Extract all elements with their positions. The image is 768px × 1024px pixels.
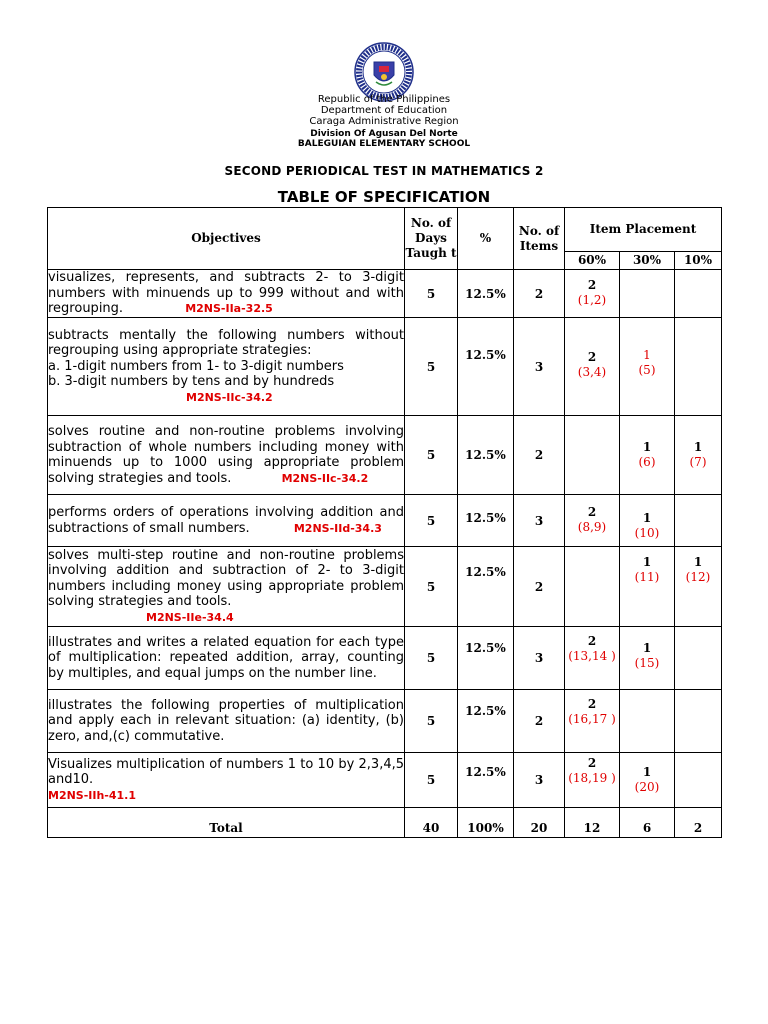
placement-60 xyxy=(565,547,620,627)
objective-cell: Visualizes multiplication of numbers 1 to 10 by 2,3,4,5 and10. M2NS-IIh-41.1 xyxy=(48,753,405,808)
placement-10 xyxy=(675,270,722,318)
days-cell: 5 xyxy=(405,627,458,690)
items-cell: 3 xyxy=(514,318,565,416)
table-row xyxy=(48,753,722,808)
placement-60: 2 (13,14 ) xyxy=(565,627,620,690)
competency-code: M2NS-IIe-34.4 xyxy=(146,610,234,624)
placement-60: 2 (1,2) xyxy=(565,270,620,318)
table-row xyxy=(48,495,722,547)
placement-60: 2 (3,4) xyxy=(565,318,620,416)
table-row xyxy=(48,416,722,495)
placement-10: 1 (12) xyxy=(675,547,722,627)
objective-cell: solves multi-step routine and non-routine problems involving addition and subtraction of 2- to 3-digit numbers including money using appropriate problem solving strategies and tools. M2NS-IIe-34.4 xyxy=(48,547,405,627)
competency-code: M2NS-IIc-34.2 xyxy=(186,390,273,404)
items-cell: 3 xyxy=(514,627,565,690)
placement-60: 2 (8,9) xyxy=(565,495,620,547)
placement-10 xyxy=(675,627,722,690)
percent-cell: 12.5% xyxy=(458,753,514,808)
days-cell: 5 xyxy=(405,318,458,416)
objective-cell: illustrates and writes a related equation for each type of multiplication: repeated addition, array, counting by multiples, and equal jumps on the number line. xyxy=(48,627,405,690)
school-name: BALEGUIAN ELEMENTARY SCHOOL xyxy=(297,139,471,149)
table-row xyxy=(48,270,722,318)
table-row xyxy=(48,318,722,416)
percent-cell: 12.5% xyxy=(458,416,514,495)
competency-code: M2NS-IIc-34.2 xyxy=(281,471,369,485)
competency-code: M2NS-IIa-32.5 xyxy=(185,302,273,316)
tos-title: TABLE OF SPECIFICATION xyxy=(277,188,491,206)
placement-30: 1 (6) xyxy=(620,416,675,495)
items-cell: 3 xyxy=(514,753,565,808)
table-row xyxy=(48,547,722,627)
total-30: 6 xyxy=(620,808,675,838)
test-title: SECOND PERIODICAL TEST IN MATHEMATICS 2 xyxy=(224,164,544,178)
items-cell: 2 xyxy=(514,416,565,495)
header-percent: % xyxy=(458,208,514,270)
days-cell: 5 xyxy=(405,547,458,627)
percent-cell: 12.5% xyxy=(458,690,514,753)
objective-cell: solves routine and non-routine problems involving subtraction of whole numbers including money with minuends up to 1000 using appropriate problem solving strategies and tools. M2NS-IIc-34.2 xyxy=(48,416,405,495)
division-line: Division Of Agusan Del Norte xyxy=(310,129,458,139)
total-label: Total xyxy=(48,808,405,838)
items-cell: 3 xyxy=(514,495,565,547)
total-days: 40 xyxy=(405,808,458,838)
header-60: 60% xyxy=(565,252,620,270)
items-cell: 2 xyxy=(514,690,565,753)
placement-30: 1 (11) xyxy=(620,547,675,627)
placement-30 xyxy=(620,690,675,753)
placement-30: 1 (10) xyxy=(620,495,675,547)
total-items: 20 xyxy=(514,808,565,838)
header-10: 10% xyxy=(675,252,722,270)
total-row xyxy=(48,808,722,838)
competency-code: M2NS-IId-34.3 xyxy=(293,521,382,535)
days-cell: 5 xyxy=(405,690,458,753)
percent-cell: 12.5% xyxy=(458,547,514,627)
header-30: 30% xyxy=(620,252,675,270)
days-cell: 5 xyxy=(405,270,458,318)
objective-cell: visualizes, represents, and subtracts 2- to 3-digit numbers with minuends up to 999 without and with regrouping. M2NS-IIa-32.5 xyxy=(48,270,404,317)
placement-30 xyxy=(620,270,675,318)
republic-line: Republic of the Philippines xyxy=(317,94,451,105)
header-days: No. of Days Taugh t xyxy=(405,208,458,270)
objective-cell: illustrates the following properties of multiplication and apply each in relevant situation: (a) identity, (b) zero, and,(c) commutative. xyxy=(48,690,405,753)
total-10: 2 xyxy=(675,808,722,838)
percent-cell: 12.5% xyxy=(458,270,514,318)
placement-60 xyxy=(565,416,620,495)
days-cell: 5 xyxy=(405,753,458,808)
specification-table xyxy=(47,207,722,838)
placement-10: 1 (7) xyxy=(675,416,722,495)
placement-10 xyxy=(675,318,722,416)
header-item-placement: Item Placement xyxy=(565,208,722,252)
days-cell: 5 xyxy=(405,495,458,547)
header-items: No. of Items xyxy=(514,208,565,270)
placement-30: 1 (15) xyxy=(620,627,675,690)
items-cell: 2 xyxy=(514,547,565,627)
percent-cell: 12.5% xyxy=(458,495,514,547)
items-cell: 2 xyxy=(514,270,565,318)
placement-60: 2 (18,19 ) xyxy=(565,753,620,808)
placement-30: 1 (5) xyxy=(620,318,675,416)
placement-10 xyxy=(675,690,722,753)
placement-10 xyxy=(675,753,722,808)
objective-cell: subtracts mentally the following numbers without regrouping using appropriate strategies: a. 1-digit numbers from 1- to 3-digit numbers b. 3-digit numbers by tens and by hundreds M2NS-IIc-34.2 xyxy=(48,318,405,416)
placement-60: 2 (16,17 ) xyxy=(565,690,620,753)
table-row xyxy=(48,627,722,690)
header-objectives: Objectives xyxy=(48,208,405,270)
percent-cell: 12.5% xyxy=(458,627,514,690)
placement-10 xyxy=(675,495,722,547)
placement-30: 1 (20) xyxy=(620,753,675,808)
days-cell: 5 xyxy=(405,416,458,495)
objective-cell: performs orders of operations involving addition and subtractions of small numbers. M2NS-IId-34.3 xyxy=(48,495,405,547)
department-line: Department of Education xyxy=(320,105,448,116)
total-percent: 100% xyxy=(458,808,514,838)
region-line: Caraga Administrative Region xyxy=(309,116,459,127)
competency-code: M2NS-IIh-41.1 xyxy=(48,788,137,802)
percent-cell: 12.5% xyxy=(458,318,514,416)
table-row xyxy=(48,690,722,753)
total-60: 12 xyxy=(565,808,620,838)
